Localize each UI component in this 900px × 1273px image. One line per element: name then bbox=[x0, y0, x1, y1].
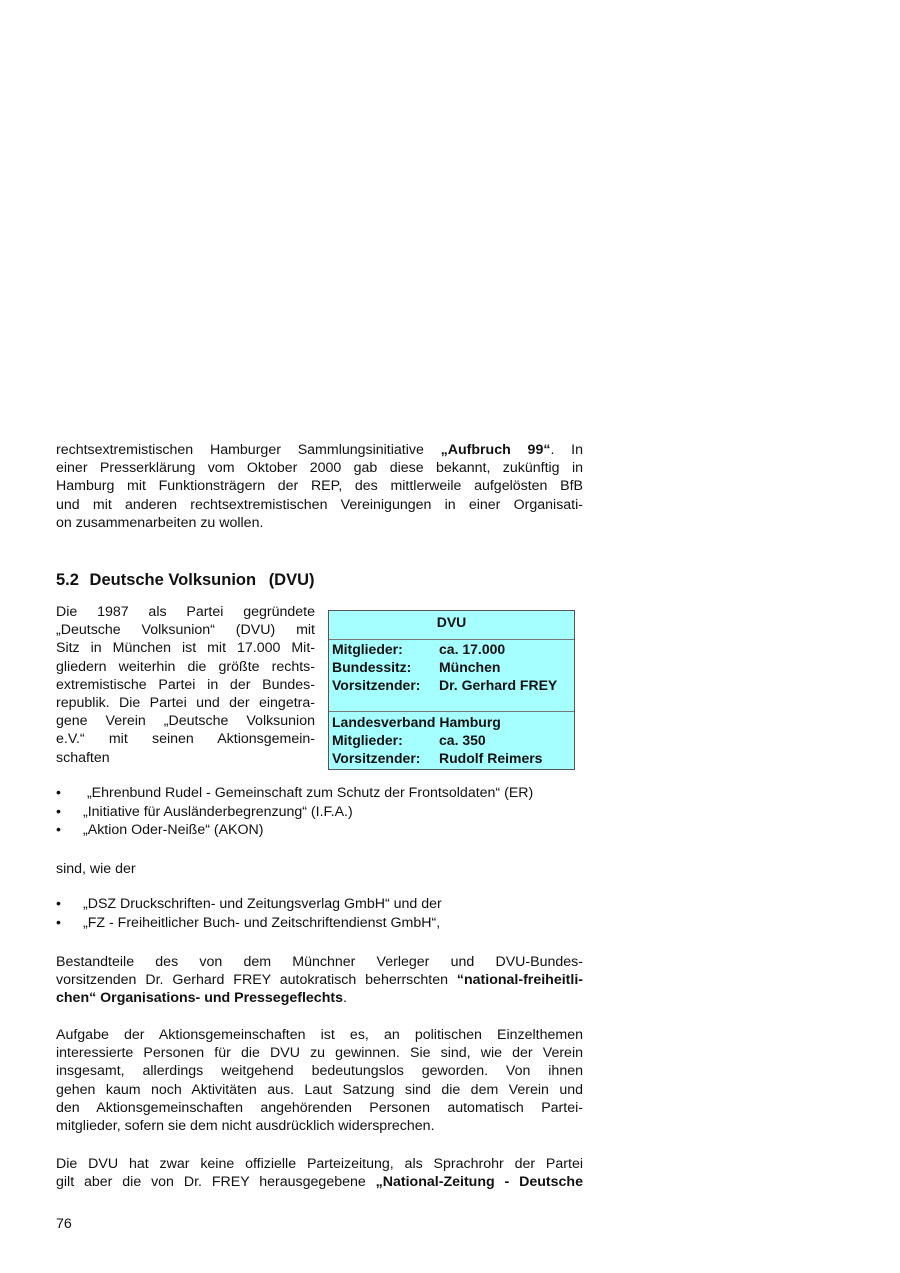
info-key: Vorsitzender: bbox=[332, 750, 421, 766]
text-line: mitglieder, sofern sie dem nicht ausdrücklich widersprechen. bbox=[56, 1118, 435, 1135]
section-heading bbox=[56, 571, 315, 590]
section-abbreviation: (DVU) bbox=[268, 571, 315, 589]
info-value: Rudolf Reimers bbox=[439, 750, 543, 766]
text-line: rechtsextremistischen Hamburger Sammlungsinitiative „Aufbruch 99“. In bbox=[56, 442, 583, 458]
text-line: republik. Die Partei und der eingetra- bbox=[56, 695, 315, 712]
text-line: Die DVU hat zwar keine offizielle Parteizeitung, als Sprachrohr der Partei bbox=[56, 1156, 583, 1172]
bullet-icon: • bbox=[56, 914, 61, 931]
list-item: • „Initiative für Ausländerbegrenzung“ (I.F.A.) bbox=[56, 803, 353, 820]
paragraph-aufgabe bbox=[56, 1026, 583, 1135]
bullet-icon: • bbox=[56, 803, 61, 820]
info-value: München bbox=[439, 659, 501, 675]
info-key: Mitglieder: bbox=[332, 732, 403, 748]
dvu-info-box bbox=[328, 610, 575, 770]
text-line: Hamburg mit Funktionsträgern der REP, des mittlerweile aufgelösten BfB bbox=[56, 478, 583, 495]
bullet-list-publishers bbox=[56, 895, 442, 932]
info-section-title: Landesverband Hamburg bbox=[332, 714, 501, 730]
list-item: • „Aktion Oder-Neiße“ (AKON) bbox=[56, 822, 264, 839]
info-box-divider bbox=[329, 711, 574, 712]
bullet-list-organisations bbox=[56, 784, 533, 840]
info-key: Vorsitzender: bbox=[332, 677, 421, 693]
section-number: 5.2 bbox=[56, 571, 79, 589]
text-line: Bestandteile des von dem Münchner Verleger und DVU-Bundes- bbox=[56, 954, 583, 970]
paragraph-aufbruch bbox=[56, 441, 583, 532]
text-line: Sitz in München ist mit 17.000 Mit- bbox=[56, 640, 315, 657]
text-line: gilt aber die von Dr. FREY herausgegebene „National-Zeitung - Deutsche bbox=[56, 1174, 583, 1191]
text-line: chen“ Organisations- und Pressegeflechts. bbox=[56, 990, 347, 1007]
info-key: Bundessitz: bbox=[332, 659, 412, 675]
text-line: „Deutsche Volksunion“ (DVU) mit bbox=[56, 622, 315, 639]
text-line: on zusammenarbeiten zu wollen. bbox=[56, 514, 264, 531]
info-row-seat bbox=[332, 659, 500, 675]
info-key: Mitglieder: bbox=[332, 641, 403, 657]
paragraph-bestandteile bbox=[56, 953, 583, 1008]
text-line: einer Presserklärung vom Oktober 2000 gab diese bekannt, zukünftig in bbox=[56, 460, 583, 477]
text-line: extremistische Partei in der Bundes- bbox=[56, 676, 315, 693]
text-line: gehen kaum noch Aktivitäten aus. Laut Satzung sind die dem Verein und bbox=[56, 1081, 583, 1098]
bullet-icon: • bbox=[56, 785, 61, 801]
text-line: gene Verein „Deutsche Volksunion bbox=[56, 713, 315, 730]
info-box-title: DVU bbox=[436, 614, 467, 630]
paragraph-national-zeitung bbox=[56, 1155, 583, 1191]
list-item: • „Ehrenbund Rudel - Gemeinschaft zum Schutz der Frontsoldaten“ (ER) bbox=[56, 785, 534, 801]
info-value: ca. 350 bbox=[439, 732, 486, 748]
list-item: • „FZ - Freiheitlicher Buch- und Zeitschriftendienst GmbH“, bbox=[56, 914, 441, 931]
page-number: 76 bbox=[56, 1216, 72, 1232]
info-box-divider bbox=[329, 639, 574, 640]
list-item: • „DSZ Druckschriften- und Zeitungsverlag GmbH“ und der bbox=[56, 896, 442, 912]
text-line: schaften bbox=[56, 749, 110, 766]
text-line: insgesamt, allerdings weitgehend bedeutungslos geworden. Von ihnen bbox=[56, 1063, 583, 1080]
bullet-icon: • bbox=[56, 896, 61, 912]
text-line: den Aktionsgemeinschaften angehörenden Personen automatisch Partei- bbox=[56, 1099, 583, 1116]
text-line: vorsitzenden Dr. Gerhard FREY autokratisch beherrschten “national-freiheitli- bbox=[56, 972, 583, 989]
connector-text: sind, wie der bbox=[56, 861, 136, 877]
info-value: Dr. Gerhard FREY bbox=[439, 677, 558, 693]
intro-paragraph bbox=[56, 603, 315, 767]
bullet-icon: • bbox=[56, 822, 61, 839]
text-line: und mit anderen rechtsextremistischen Vereinigungen in einer Organisati- bbox=[56, 496, 583, 513]
info-row-hamburg-chair bbox=[332, 750, 542, 766]
info-row-hamburg-members bbox=[332, 732, 486, 748]
info-value: ca. 17.000 bbox=[439, 641, 506, 657]
text-line: Die 1987 als Partei gegründete bbox=[56, 604, 315, 620]
text-line: interessierte Personen für die DVU zu gewinnen. Sie sind, wie der Verein bbox=[56, 1045, 583, 1062]
text-line: Aufgabe der Aktionsgemeinschaften ist es, an politischen Einzelthemen bbox=[56, 1027, 583, 1043]
info-row-members bbox=[332, 641, 505, 657]
text-line: gliedern weiterhin die größte rechts- bbox=[56, 658, 315, 675]
section-title: Deutsche Volksunion bbox=[89, 571, 257, 589]
text-line: e.V.“ mit seinen Aktionsgemein- bbox=[56, 731, 315, 748]
info-row-chair bbox=[332, 677, 557, 693]
